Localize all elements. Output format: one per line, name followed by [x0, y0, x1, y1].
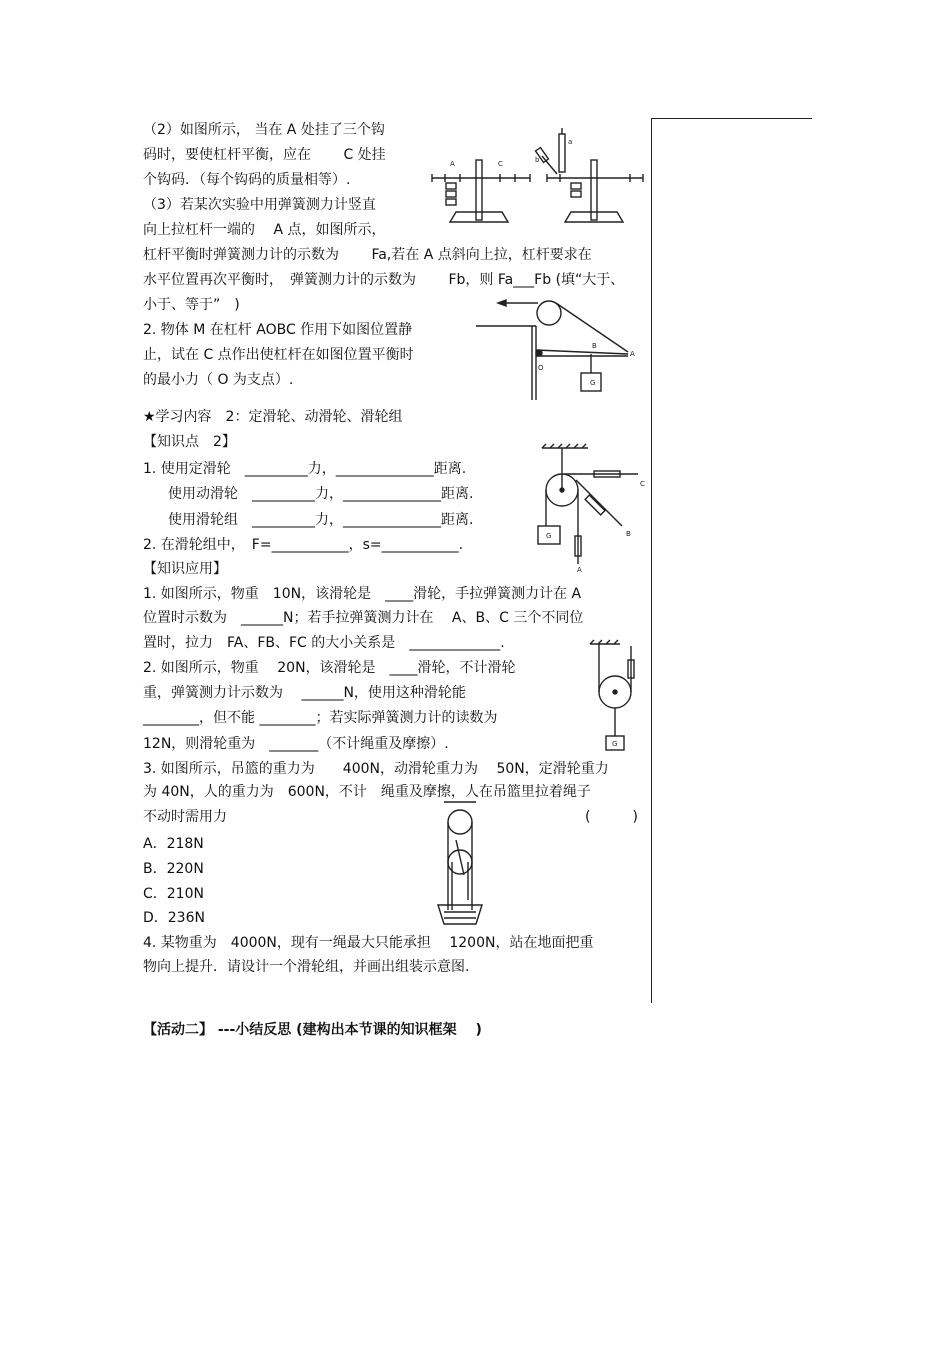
app4-line-2: 物向上提升．请设计一个滑轮组，并画出组装示意图.	[143, 959, 470, 975]
lever-figure-1	[432, 160, 530, 222]
pulley1-label-c: C	[640, 480, 645, 488]
q2-line-2: 码时，要使杠杆平衡，应在 C 处挂	[143, 147, 386, 163]
pulley1-label-a: A	[577, 566, 582, 574]
app2-line-3: ________，但不能 ________；若实际弹簧测力计的读数为	[143, 710, 498, 726]
incline-label-g: G	[590, 379, 596, 387]
problem2-line-2: 止，试在 C 点作出使杠杆在如图位置平衡时	[143, 347, 414, 363]
application-title: 【知识应用】	[143, 561, 227, 577]
q2-line-3: 个钩码．（每个钩码的质量相等）.	[143, 172, 351, 188]
incline-label-b: B	[592, 342, 597, 350]
app1-line-1: 1. 如图所示，物重 10N，该滑轮是 ____滑轮，手拉弹簧测力计在 A	[143, 586, 582, 602]
movable-pulley-figure	[590, 638, 640, 753]
q3-line-5: 小于、等于” )	[143, 297, 240, 313]
activity-two-heading: 【活动二】 ---小结反思 (建构出本节课的知识框架 )	[143, 1022, 482, 1038]
app3-answer-paren: ( )	[585, 809, 638, 825]
table-column-divider	[651, 118, 652, 1003]
app2-line-4: 12N，则滑轮重为 _______（不计绳重及摩擦）.	[143, 736, 449, 752]
pulley1-label-g: G	[546, 532, 552, 540]
knowledge-line-4: 2. 在滑轮组中， F=___________，s=___________.	[143, 537, 464, 553]
app3-line-1: 3. 如图所示，吊篮的重力为 400N，动滑轮重力为 50N，定滑轮重力	[143, 761, 609, 777]
knowledge-point-title: 【知识点 2】	[143, 434, 236, 450]
incline-label-a: A	[630, 350, 635, 358]
option-b: B．220N	[143, 861, 204, 877]
table-top-border	[652, 118, 812, 119]
lever2-label-b: b	[535, 156, 540, 164]
knowledge-line-2: 使用动滑轮 _________力，______________距离.	[168, 486, 474, 502]
fixed-pulley-figure	[538, 444, 650, 574]
q3-line-4: 水平位置再次平衡时， 弹簧测力计的示数为 Fb，则 Fa___Fb (填“大于、	[143, 272, 625, 288]
q3-line-3: 杠杆平衡时弹簧测力计的示数为 Fa,若在 A 点斜向上拉，杠杆要求在	[143, 247, 592, 263]
option-c: C．210N	[143, 886, 204, 902]
lever-figure-2	[535, 128, 643, 222]
option-d: D．236N	[143, 910, 205, 926]
option-a: A．218N	[143, 836, 204, 852]
q3-line-2: 向上拉杠杆一端的 A 点，如图所示，	[143, 222, 386, 238]
lever-label-a: A	[450, 160, 455, 168]
pulley2-label-g: G	[612, 740, 618, 748]
app2-line-2: 重，弹簧测力计示数为 ______N，使用这种滑轮能	[143, 685, 466, 701]
q2-line-1: （2）如图所示， 当在 A 处挂了三个钩	[143, 122, 385, 138]
problem2-line-3: 的最小力（ O 为支点）.	[143, 372, 294, 388]
section-heading: ★学习内容 2：定滑轮、动滑轮、滑轮组	[143, 409, 403, 425]
app4-line-1: 4. 某物重为 4000N，现有一绳最大只能承担 1200N，站在地面把重	[143, 935, 594, 951]
q3-line-1: （3）若某次实验中用弹簧测力计竖直	[143, 197, 376, 213]
app3-line-2: 为 40N，人的重力为 600N，不计 绳重及摩擦，人在吊篮里拉着绳子	[143, 784, 591, 800]
pulley1-label-b: B	[626, 530, 631, 538]
lever-balance-figures	[430, 138, 650, 230]
lever-aobc-figure	[476, 298, 646, 403]
app3-line-3: 不动时需用力	[143, 809, 227, 825]
knowledge-line-1: 1. 使用定滑轮 _________力，______________距离.	[143, 461, 467, 477]
knowledge-line-3: 使用滑轮组 _________力，______________距离.	[168, 512, 474, 528]
lever2-label-a: a	[568, 138, 573, 146]
app2-line-1: 2. 如图所示，物重 20N，该滑轮是 ____滑轮，不计滑轮	[143, 660, 516, 676]
lever-label-c: C	[498, 160, 503, 168]
problem2-line-1: 2. 物体 M 在杠杆 AOBC 作用下如图位置静	[143, 322, 413, 338]
incline-label-o: O	[538, 364, 544, 372]
app1-line-3: 置时，拉力 FA、FB、FC 的大小关系是 _____________.	[143, 635, 505, 651]
basket-pulley-figure	[428, 800, 488, 925]
app1-line-2: 位置时示数为 ______N；若手拉弹簧测力计在 A、B、C 三个不同位	[143, 610, 584, 626]
